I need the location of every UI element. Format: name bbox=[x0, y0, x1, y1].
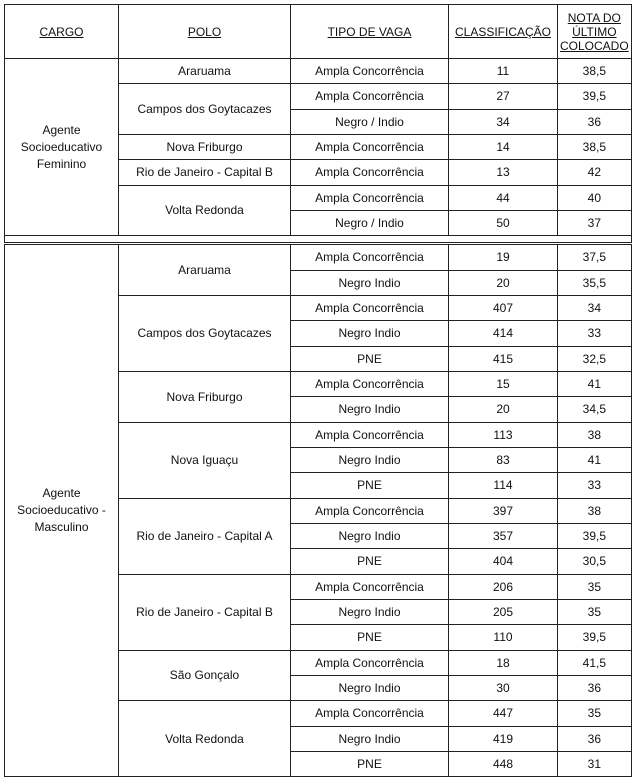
results-table bbox=[4, 4, 632, 777]
classificacao-cell: 18 bbox=[449, 650, 558, 675]
nota-cell: 31 bbox=[558, 751, 632, 776]
tipo-cell: Ampla Concorrência bbox=[291, 84, 449, 109]
header-polo: POLO bbox=[119, 5, 291, 59]
polo-cell: Volta Redonda bbox=[119, 185, 291, 236]
table-row bbox=[5, 59, 632, 84]
header-nota: NOTA DO ÚLTIMO COLOCADO bbox=[558, 5, 632, 59]
tipo-cell: Ampla Concorrência bbox=[291, 371, 449, 396]
tipo-cell: Negro Indio bbox=[291, 447, 449, 472]
nota-cell: 39,5 bbox=[558, 625, 632, 650]
header-classificacao: CLASSIFICAÇÃO bbox=[449, 5, 558, 59]
nota-cell: 34 bbox=[558, 295, 632, 320]
polo-cell: Nova Friburgo bbox=[119, 134, 291, 159]
classificacao-cell: 357 bbox=[449, 523, 558, 548]
tipo-cell: Ampla Concorrência bbox=[291, 650, 449, 675]
nota-cell: 41 bbox=[558, 371, 632, 396]
classificacao-cell: 206 bbox=[449, 574, 558, 599]
classificacao-cell: 14 bbox=[449, 134, 558, 159]
classificacao-cell: 110 bbox=[449, 625, 558, 650]
tipo-cell: PNE bbox=[291, 473, 449, 498]
classificacao-cell: 30 bbox=[449, 675, 558, 700]
nota-cell: 41,5 bbox=[558, 650, 632, 675]
nota-cell: 33 bbox=[558, 473, 632, 498]
classificacao-cell: 50 bbox=[449, 210, 558, 235]
nota-cell: 34,5 bbox=[558, 397, 632, 422]
classificacao-cell: 15 bbox=[449, 371, 558, 396]
tipo-cell: PNE bbox=[291, 549, 449, 574]
nota-cell: 30,5 bbox=[558, 549, 632, 574]
nota-cell: 35 bbox=[558, 701, 632, 726]
polo-cell: Araruama bbox=[119, 244, 291, 296]
polo-cell: São Gonçalo bbox=[119, 650, 291, 701]
classificacao-cell: 448 bbox=[449, 751, 558, 776]
cargo-cell: Agente Socioeducativo - Masculino bbox=[5, 244, 119, 777]
tipo-cell: Negro Indio bbox=[291, 675, 449, 700]
tipo-cell: Ampla Concorrência bbox=[291, 244, 449, 270]
tipo-cell: Negro / Indio bbox=[291, 210, 449, 235]
table-body bbox=[5, 59, 632, 777]
polo-cell: Rio de Janeiro - Capital B bbox=[119, 574, 291, 650]
nota-cell: 32,5 bbox=[558, 346, 632, 371]
tipo-cell: Ampla Concorrência bbox=[291, 134, 449, 159]
tipo-cell: Negro Indio bbox=[291, 270, 449, 295]
nota-cell: 35,5 bbox=[558, 270, 632, 295]
polo-cell: Nova Iguaçu bbox=[119, 422, 291, 498]
nota-cell: 38,5 bbox=[558, 134, 632, 159]
classificacao-cell: 404 bbox=[449, 549, 558, 574]
tipo-cell: Negro Indio bbox=[291, 523, 449, 548]
nota-cell: 37 bbox=[558, 210, 632, 235]
tipo-cell: Negro Indio bbox=[291, 397, 449, 422]
tipo-cell: PNE bbox=[291, 751, 449, 776]
classificacao-cell: 414 bbox=[449, 321, 558, 346]
classificacao-cell: 419 bbox=[449, 726, 558, 751]
nota-cell: 35 bbox=[558, 599, 632, 624]
classificacao-cell: 397 bbox=[449, 498, 558, 523]
classificacao-cell: 114 bbox=[449, 473, 558, 498]
nota-cell: 40 bbox=[558, 185, 632, 210]
nota-cell: 38 bbox=[558, 498, 632, 523]
header-tipo: TIPO DE VAGA bbox=[291, 5, 449, 59]
cargo-cell: Agente Socioeducativo Feminino bbox=[5, 59, 119, 236]
classificacao-cell: 447 bbox=[449, 701, 558, 726]
nota-cell: 36 bbox=[558, 109, 632, 134]
polo-cell: Araruama bbox=[119, 59, 291, 84]
nota-cell: 38,5 bbox=[558, 59, 632, 84]
nota-cell: 37,5 bbox=[558, 244, 632, 270]
tipo-cell: Negro Indio bbox=[291, 726, 449, 751]
tipo-cell: Ampla Concorrência bbox=[291, 59, 449, 84]
classificacao-cell: 27 bbox=[449, 84, 558, 109]
tipo-cell: Ampla Concorrência bbox=[291, 160, 449, 185]
tipo-cell: Ampla Concorrência bbox=[291, 498, 449, 523]
header-row bbox=[5, 5, 632, 59]
tipo-cell: Negro Indio bbox=[291, 599, 449, 624]
header-cargo: CARGO bbox=[5, 5, 119, 59]
tipo-cell: Ampla Concorrência bbox=[291, 422, 449, 447]
nota-cell: 41 bbox=[558, 447, 632, 472]
classificacao-cell: 11 bbox=[449, 59, 558, 84]
nota-cell: 33 bbox=[558, 321, 632, 346]
nota-cell: 39,5 bbox=[558, 523, 632, 548]
tipo-cell: Negro / Indio bbox=[291, 109, 449, 134]
tipo-cell: Ampla Concorrência bbox=[291, 574, 449, 599]
classificacao-cell: 415 bbox=[449, 346, 558, 371]
tipo-cell: Ampla Concorrência bbox=[291, 701, 449, 726]
tipo-cell: Ampla Concorrência bbox=[291, 185, 449, 210]
classificacao-cell: 83 bbox=[449, 447, 558, 472]
polo-cell: Rio de Janeiro - Capital A bbox=[119, 498, 291, 574]
tipo-cell: Ampla Concorrência bbox=[291, 295, 449, 320]
nota-cell: 38 bbox=[558, 422, 632, 447]
classificacao-cell: 20 bbox=[449, 397, 558, 422]
classificacao-cell: 407 bbox=[449, 295, 558, 320]
tipo-cell: PNE bbox=[291, 625, 449, 650]
separator-cell bbox=[5, 236, 632, 244]
classificacao-cell: 13 bbox=[449, 160, 558, 185]
nota-cell: 35 bbox=[558, 574, 632, 599]
nota-cell: 36 bbox=[558, 726, 632, 751]
polo-cell: Campos dos Goytacazes bbox=[119, 84, 291, 135]
tipo-cell: Negro Indio bbox=[291, 321, 449, 346]
polo-cell: Nova Friburgo bbox=[119, 371, 291, 422]
polo-cell: Campos dos Goytacazes bbox=[119, 295, 291, 371]
classificacao-cell: 20 bbox=[449, 270, 558, 295]
classificacao-cell: 19 bbox=[449, 244, 558, 270]
nota-cell: 42 bbox=[558, 160, 632, 185]
polo-cell: Rio de Janeiro - Capital B bbox=[119, 160, 291, 185]
table-row bbox=[5, 244, 632, 270]
classificacao-cell: 205 bbox=[449, 599, 558, 624]
nota-cell: 36 bbox=[558, 675, 632, 700]
tipo-cell: PNE bbox=[291, 346, 449, 371]
polo-cell: Volta Redonda bbox=[119, 701, 291, 777]
classificacao-cell: 44 bbox=[449, 185, 558, 210]
classificacao-cell: 34 bbox=[449, 109, 558, 134]
group-separator bbox=[5, 236, 632, 244]
nota-cell: 39,5 bbox=[558, 84, 632, 109]
classificacao-cell: 113 bbox=[449, 422, 558, 447]
